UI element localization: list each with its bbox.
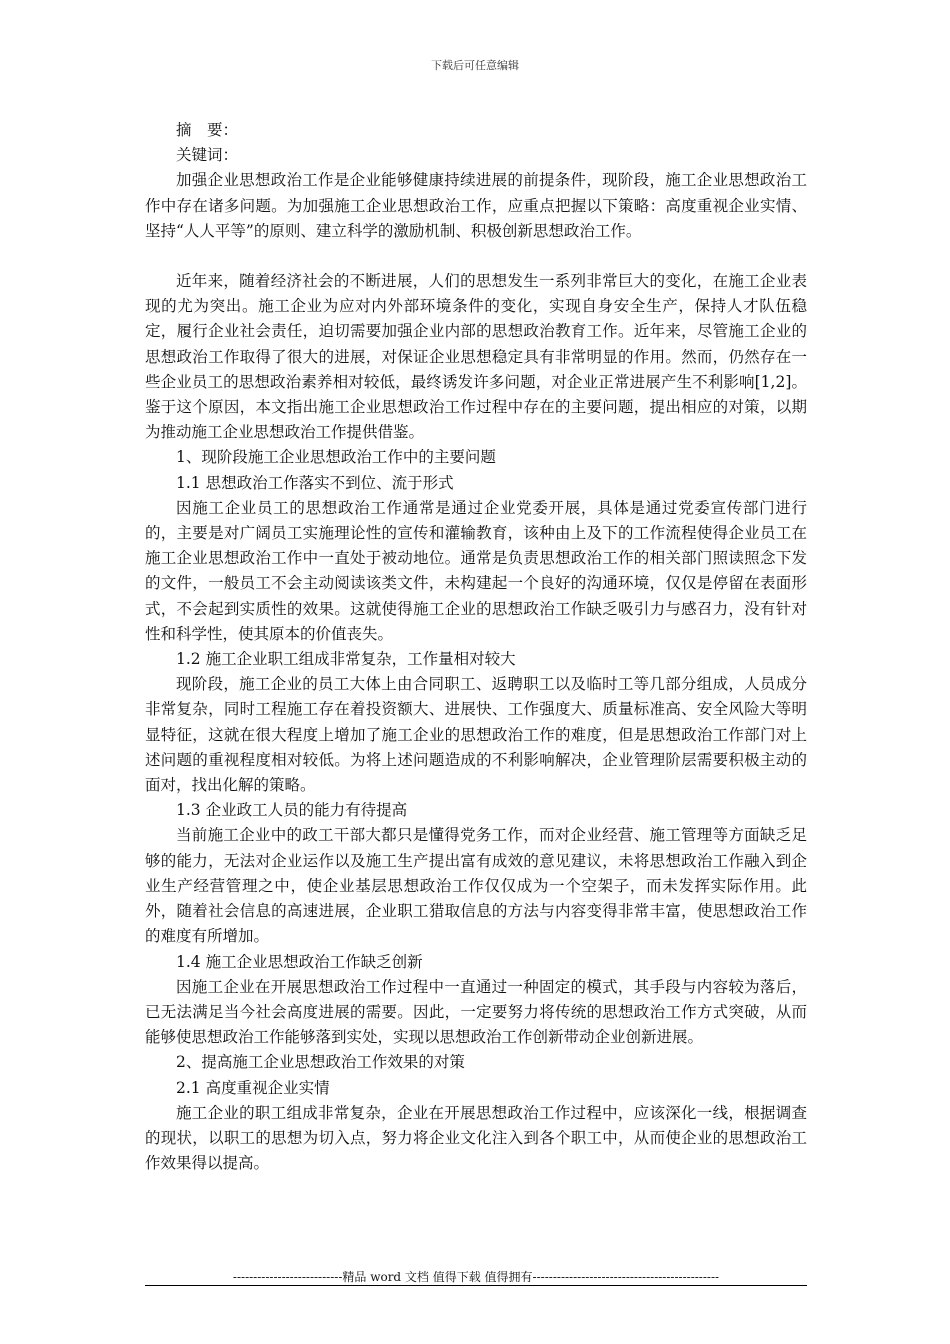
- abstract-label: 摘 要：: [176, 121, 239, 139]
- subsection-heading-1-2: 1.2 施工企业职工组成非常复杂，工作量相对较大: [176, 650, 516, 669]
- body-paragraph: 现阶段，施工企业的员工大体上由合同职工、返聘职工以及临时工等几部分组成，人员成分非常复杂，同时工程施工存在着投资额大、进展快、工作强度大、质量标准高、安全风险大等明显特征，这就在很大程度上增加了施工企业的思想政治工作的难度，但是思想政治工作部门对上述问题的重视程度相对较低。为将上述问题造成的不利影响解决，企业管理阶层需要积极主动的面对，找出化解的策略。: [145, 675, 807, 795]
- document-body: [145, 118, 807, 1176]
- section-heading-1: 1、现阶段施工企业思想政治工作中的主要问题: [176, 448, 496, 467]
- body-paragraph: 因施工企业员工的思想政治工作通常是通过企业党委开展，具体是通过党委宣传部门进行的，主要是对广阔员工实施理论性的宣传和灌输教育，该种由上及下的工作流程使得企业员工在施工企业思想政治工作中一直处于被动地位。通常是负责思想政治工作的相关部门照读照念下发的文件，一般员工不会主动阅读该类文件，未构建起一个良好的沟通环境，仅仅是停留在表面形式，不会起到实质性的效果。这就使得施工企业的思想政治工作缺乏吸引力与感召力，没有针对性和科学性，使其原本的价值丧失。: [145, 498, 807, 643]
- body-paragraph: 施工企业的职工组成非常复杂，企业在开展思想政治工作过程中，应该深化一线，根据调查的现状，以职工的思想为切入点，努力将企业文化注入到各个职工中，从而使企业的思想政治工作效果得以提高。: [145, 1103, 807, 1173]
- keywords-label: 关键词：: [176, 146, 239, 165]
- footer-rule: [145, 1285, 807, 1286]
- intro-paragraph: 近年来，随着经济社会的不断进展，人们的思想发生一系列非常巨大的变化，在施工企业表现的尤为突出。施工企业为应对内外部环境条件的变化，实现自身安全生产，保持人才队伍稳定，履行企业社会责任，迫切需要加强企业内部的思想政治教育工作。近年来，尽管施工企业的思想政治工作取得了很大的进展，对保证企业思想稳定具有非常明显的作用。然而，仍然存在一些企业员工的思想政治素养相对较低，最终诱发许多问题，对企业正常进展产生不利影响[1,2]。鉴于这个原因，本文指出施工企业思想政治工作过程中存在的主要问题，提出相应的对策，以期为推动施工企业思想政治工作提供借鉴。: [145, 272, 807, 442]
- subsection-heading-1-3: 1.3 企业政工人员的能力有待提高: [176, 801, 408, 820]
- body-paragraph: 因施工企业在开展思想政治工作过程中一直通过一种固定的模式，其手段与内容较为落后，已无法满足当今社会高度进展的需要。因此，一定要努力将传统的思想政治工作方式突破，从而能够使思想政治工作能够落到实处，实现以思想政治工作创新带动企业创新进展。: [145, 977, 807, 1047]
- page-footer: ---------------------------精品 word 文档 值得下载 值得拥有----------------------------------------------: [232, 1270, 720, 1284]
- subsection-heading-1-4: 1.4 施工企业思想政治工作缺乏创新: [176, 952, 423, 971]
- body-paragraph: 当前施工企业中的政工干部大都只是懂得党务工作，而对企业经营、施工管理等方面缺乏足够的能力，无法对企业运作以及施工生产提出富有成效的意见建议，未将思想政治工作融入到企业生产经营管理之中，使企业基层思想政治工作仅仅成为一个空架子，而未发挥实际作用。此外，随着社会信息的高速进展，企业职工猎取信息的方法与内容变得非常丰富，使思想政治工作的难度有所增加。: [145, 826, 807, 946]
- subsection-heading-1-1: 1.1 思想政治工作落实不到位、流于形式: [176, 473, 454, 492]
- page-header: 下载后可任意编辑: [431, 59, 519, 72]
- abstract-paragraph: 加强企业思想政治工作是企业能够健康持续进展的前提条件，现阶段，施工企业思想政治工作中存在诸多问题。为加强施工企业思想政治工作，应重点把握以下策略：高度重视企业实情、坚持“人人平等”的原则、建立科学的激励机制、积极创新思想政治工作。: [145, 171, 807, 240]
- subsection-heading-2-1: 2.1 高度重视企业实情: [176, 1078, 330, 1097]
- section-heading-2: 2、提高施工企业思想政治工作效果的对策: [176, 1053, 465, 1072]
- paragraph-gap: [145, 244, 807, 269]
